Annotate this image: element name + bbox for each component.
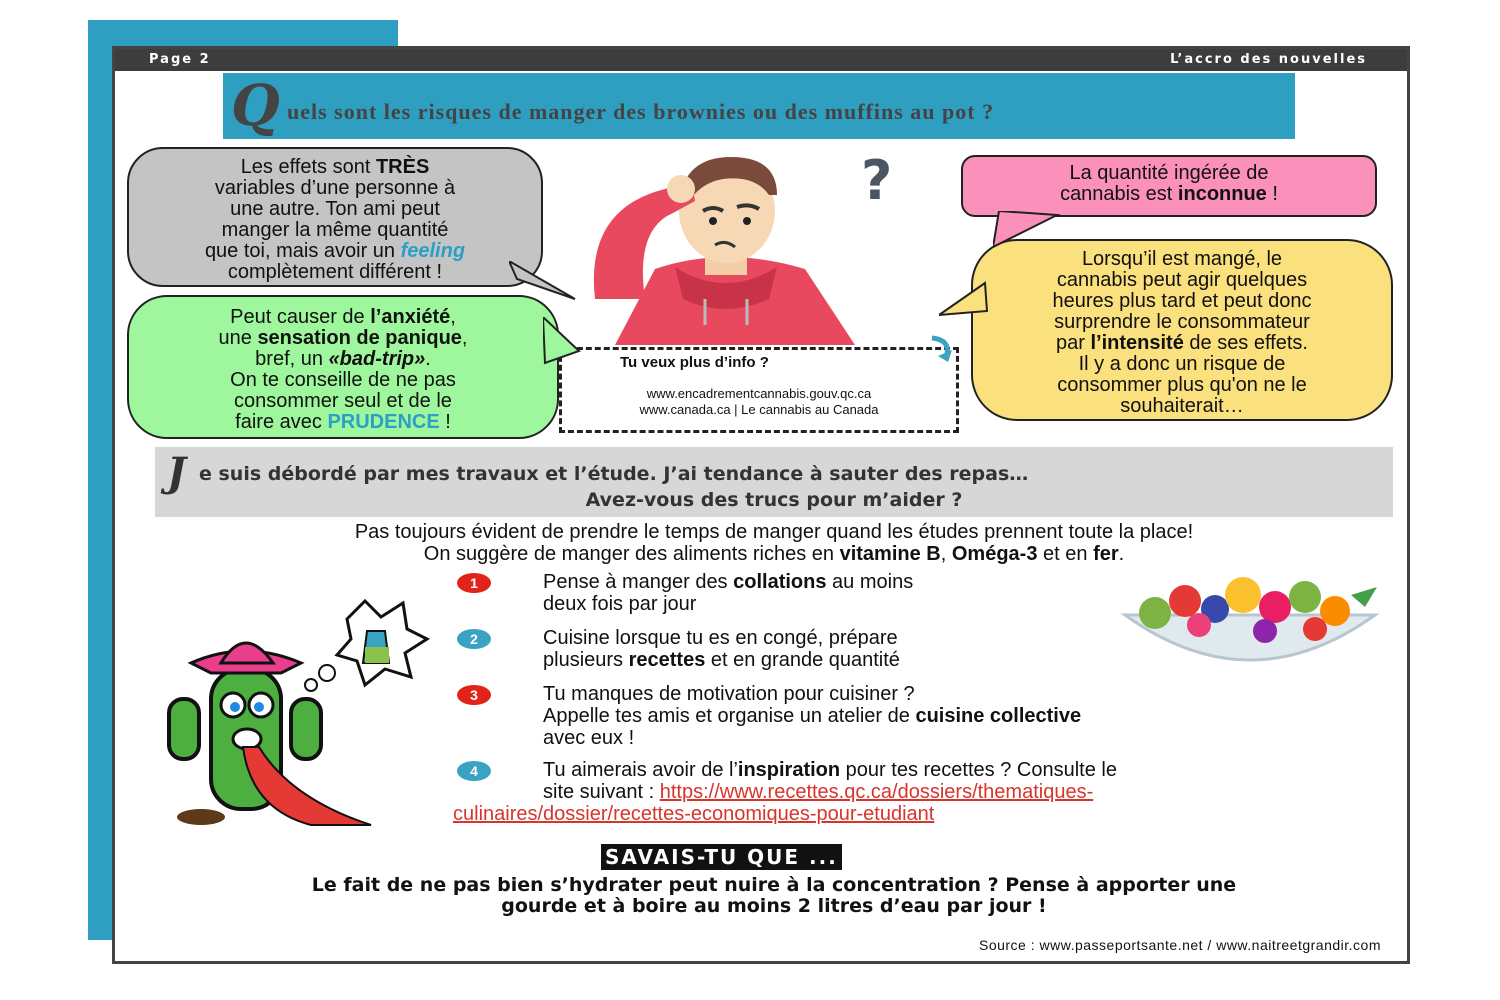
speech-bubble-anxiety — [127, 295, 559, 439]
text-line: une — [218, 327, 258, 349]
info-title: Tu veux plus d’info ? — [620, 354, 769, 371]
text-bold: sensation de panique — [257, 327, 462, 349]
text-bold: inspiration — [737, 759, 841, 781]
savais-tu-que-text — [155, 875, 1393, 917]
intro-line-2: On suggère de manger des aliments riches en — [423, 543, 840, 565]
text-line: complètement différent ! — [227, 261, 443, 283]
text-bold: TRÈS — [375, 156, 430, 178]
recipes-link[interactable]: https://www.recettes.qc.ca/dossiers/thematiques- — [659, 781, 1094, 803]
text-line: variables d’une personne à — [214, 177, 456, 199]
text-bold: l’intensité — [1090, 332, 1184, 354]
text-line: Peut causer de — [230, 306, 371, 328]
text-line: souhaiterait… — [1120, 395, 1244, 417]
text-feeling: feeling — [400, 240, 466, 262]
text-line: deux fois par jour — [543, 593, 697, 615]
tip-number-badge: 3 — [457, 685, 491, 705]
text-line: et en — [1037, 543, 1094, 565]
text-line: Lorsqu’il est mangé, le — [1081, 248, 1283, 270]
link-encadrement[interactable]: www.encadrementcannabis.gouv.qc.ca — [646, 386, 872, 401]
text-line: La quantité ingérée de — [1069, 162, 1269, 184]
text-bold: cuisine collective — [915, 705, 1082, 727]
tip-number-badge: 2 — [457, 629, 491, 649]
text-line: gourde et à boire au moins 2 litres d’eau par jour ! — [501, 895, 1047, 917]
question-mark-icon: ? — [861, 149, 893, 212]
savais-title-text: SAVAIS-TU QUE ... — [601, 844, 842, 870]
text-line: . — [425, 348, 431, 370]
speech-bubble-effects — [127, 147, 543, 287]
text-line: , — [940, 543, 952, 565]
intro-line-1: Pas toujours évident de prendre le temps de manger quand les études prennent toute la place! — [354, 521, 1194, 543]
text-bold: inconnue — [1177, 183, 1267, 205]
link-canada[interactable]: www.canada.ca | Le cannabis au Canada — [639, 402, 879, 417]
text-line: , — [450, 306, 456, 328]
text-line: consommer plus qu'on ne le — [1057, 374, 1307, 396]
text-line: consommer seul et de le — [234, 390, 452, 412]
source-line: Source : www.passeportsante.net / www.naitreetgrandir.com — [978, 937, 1381, 953]
text-line: Les effets sont — [240, 156, 376, 178]
info-box — [559, 347, 959, 433]
text-line: bref, un — [255, 348, 329, 370]
text-vitamine-b: vitamine B — [839, 543, 941, 565]
text-line: par — [1056, 332, 1091, 354]
text-line: Le fait de ne pas bien s’hydrater peut nuire à la concentration ? Pense à apporter une — [311, 874, 1237, 896]
bubble-tail — [993, 211, 1063, 251]
curved-arrow-icon — [926, 334, 958, 366]
text-line: Tu manques de motivation pour cuisiner ? — [543, 683, 915, 705]
question-initial-q: Q — [231, 73, 280, 139]
text-line: et en grande quantité — [705, 649, 900, 671]
text-line: faire avec — [235, 411, 328, 433]
question-banner-2 — [155, 447, 1393, 517]
text-line: Cuisine lorsque tu es en congé, prépare — [543, 627, 898, 649]
text-fer: fer — [1093, 543, 1119, 565]
text-bold: recettes — [628, 649, 706, 671]
speech-bubble-quantity — [961, 155, 1377, 217]
fruit-salad-illustration — [1115, 565, 1385, 675]
question-initial-j: J — [167, 449, 186, 496]
page-number: Page 2 — [149, 52, 211, 67]
text-line: . — [1118, 543, 1125, 565]
text-line: une autre. Ton ami peut — [230, 198, 440, 220]
text-line: heures plus tard et peut donc — [1052, 290, 1312, 312]
text-line: On te conseille de ne pas — [230, 369, 456, 391]
text-omega: Oméga-3 — [951, 543, 1038, 565]
text-line: pour tes recettes ? Consulte le — [840, 759, 1117, 781]
savais-tu-que-title — [601, 845, 842, 869]
text-line: , — [461, 327, 468, 349]
page-header-bar — [115, 49, 1407, 71]
text-line: site suivant : — [543, 781, 660, 803]
question-text-1: uels sont les risques de manger des brownies ou des muffins au pot ? — [287, 99, 995, 124]
text-line: avec eux ! — [543, 727, 635, 749]
question-text-2-line2: Avez-vous des trucs pour m’aider ? — [585, 489, 963, 511]
question-banner-1 — [223, 73, 1295, 139]
text-bad-trip: «bad-trip» — [328, 348, 426, 370]
tip-number-badge: 4 — [457, 761, 491, 781]
text-line: Appelle tes amis et organise un atelier de — [543, 705, 916, 727]
text-line: plusieurs — [543, 649, 629, 671]
confused-person-illustration — [555, 149, 891, 345]
text-line: de ses effets. — [1183, 332, 1308, 354]
newsletter-title: L’accro des nouvelles — [1170, 52, 1367, 67]
text-line: que toi, mais avoir un — [204, 240, 401, 262]
speech-bubble-delay — [971, 239, 1393, 421]
text-bold: collations — [733, 571, 827, 593]
text-line: manger la même quantité — [221, 219, 449, 241]
cactus-illustration — [151, 589, 451, 829]
recipes-link-continued[interactable]: culinaires/dossier/recettes-economiques-pour-etudiant — [453, 803, 935, 825]
text-line: Pense à manger des — [543, 571, 734, 593]
text-line: cannabis peut agir quelques — [1056, 269, 1308, 291]
question-text-2-line1: e suis débordé par mes travaux et l’étude. J’ai tendance à sauter des repas… — [199, 463, 1029, 485]
newsletter-page — [112, 46, 1410, 964]
tip-number-badge: 1 — [457, 573, 491, 593]
text-line: Tu aimerais avoir de l’ — [543, 759, 738, 781]
text-bold: l’anxiété — [370, 306, 451, 328]
intro-text — [155, 521, 1393, 565]
text-prudence: PRUDENCE — [327, 411, 440, 433]
text-line: cannabis est — [1060, 183, 1178, 205]
text-line: surprendre le consommateur — [1054, 311, 1310, 333]
text-line: ! — [439, 411, 451, 433]
text-line: au moins — [826, 571, 914, 593]
text-line: Il y a donc un risque de — [1078, 353, 1286, 375]
text-line: ! — [1266, 183, 1278, 205]
